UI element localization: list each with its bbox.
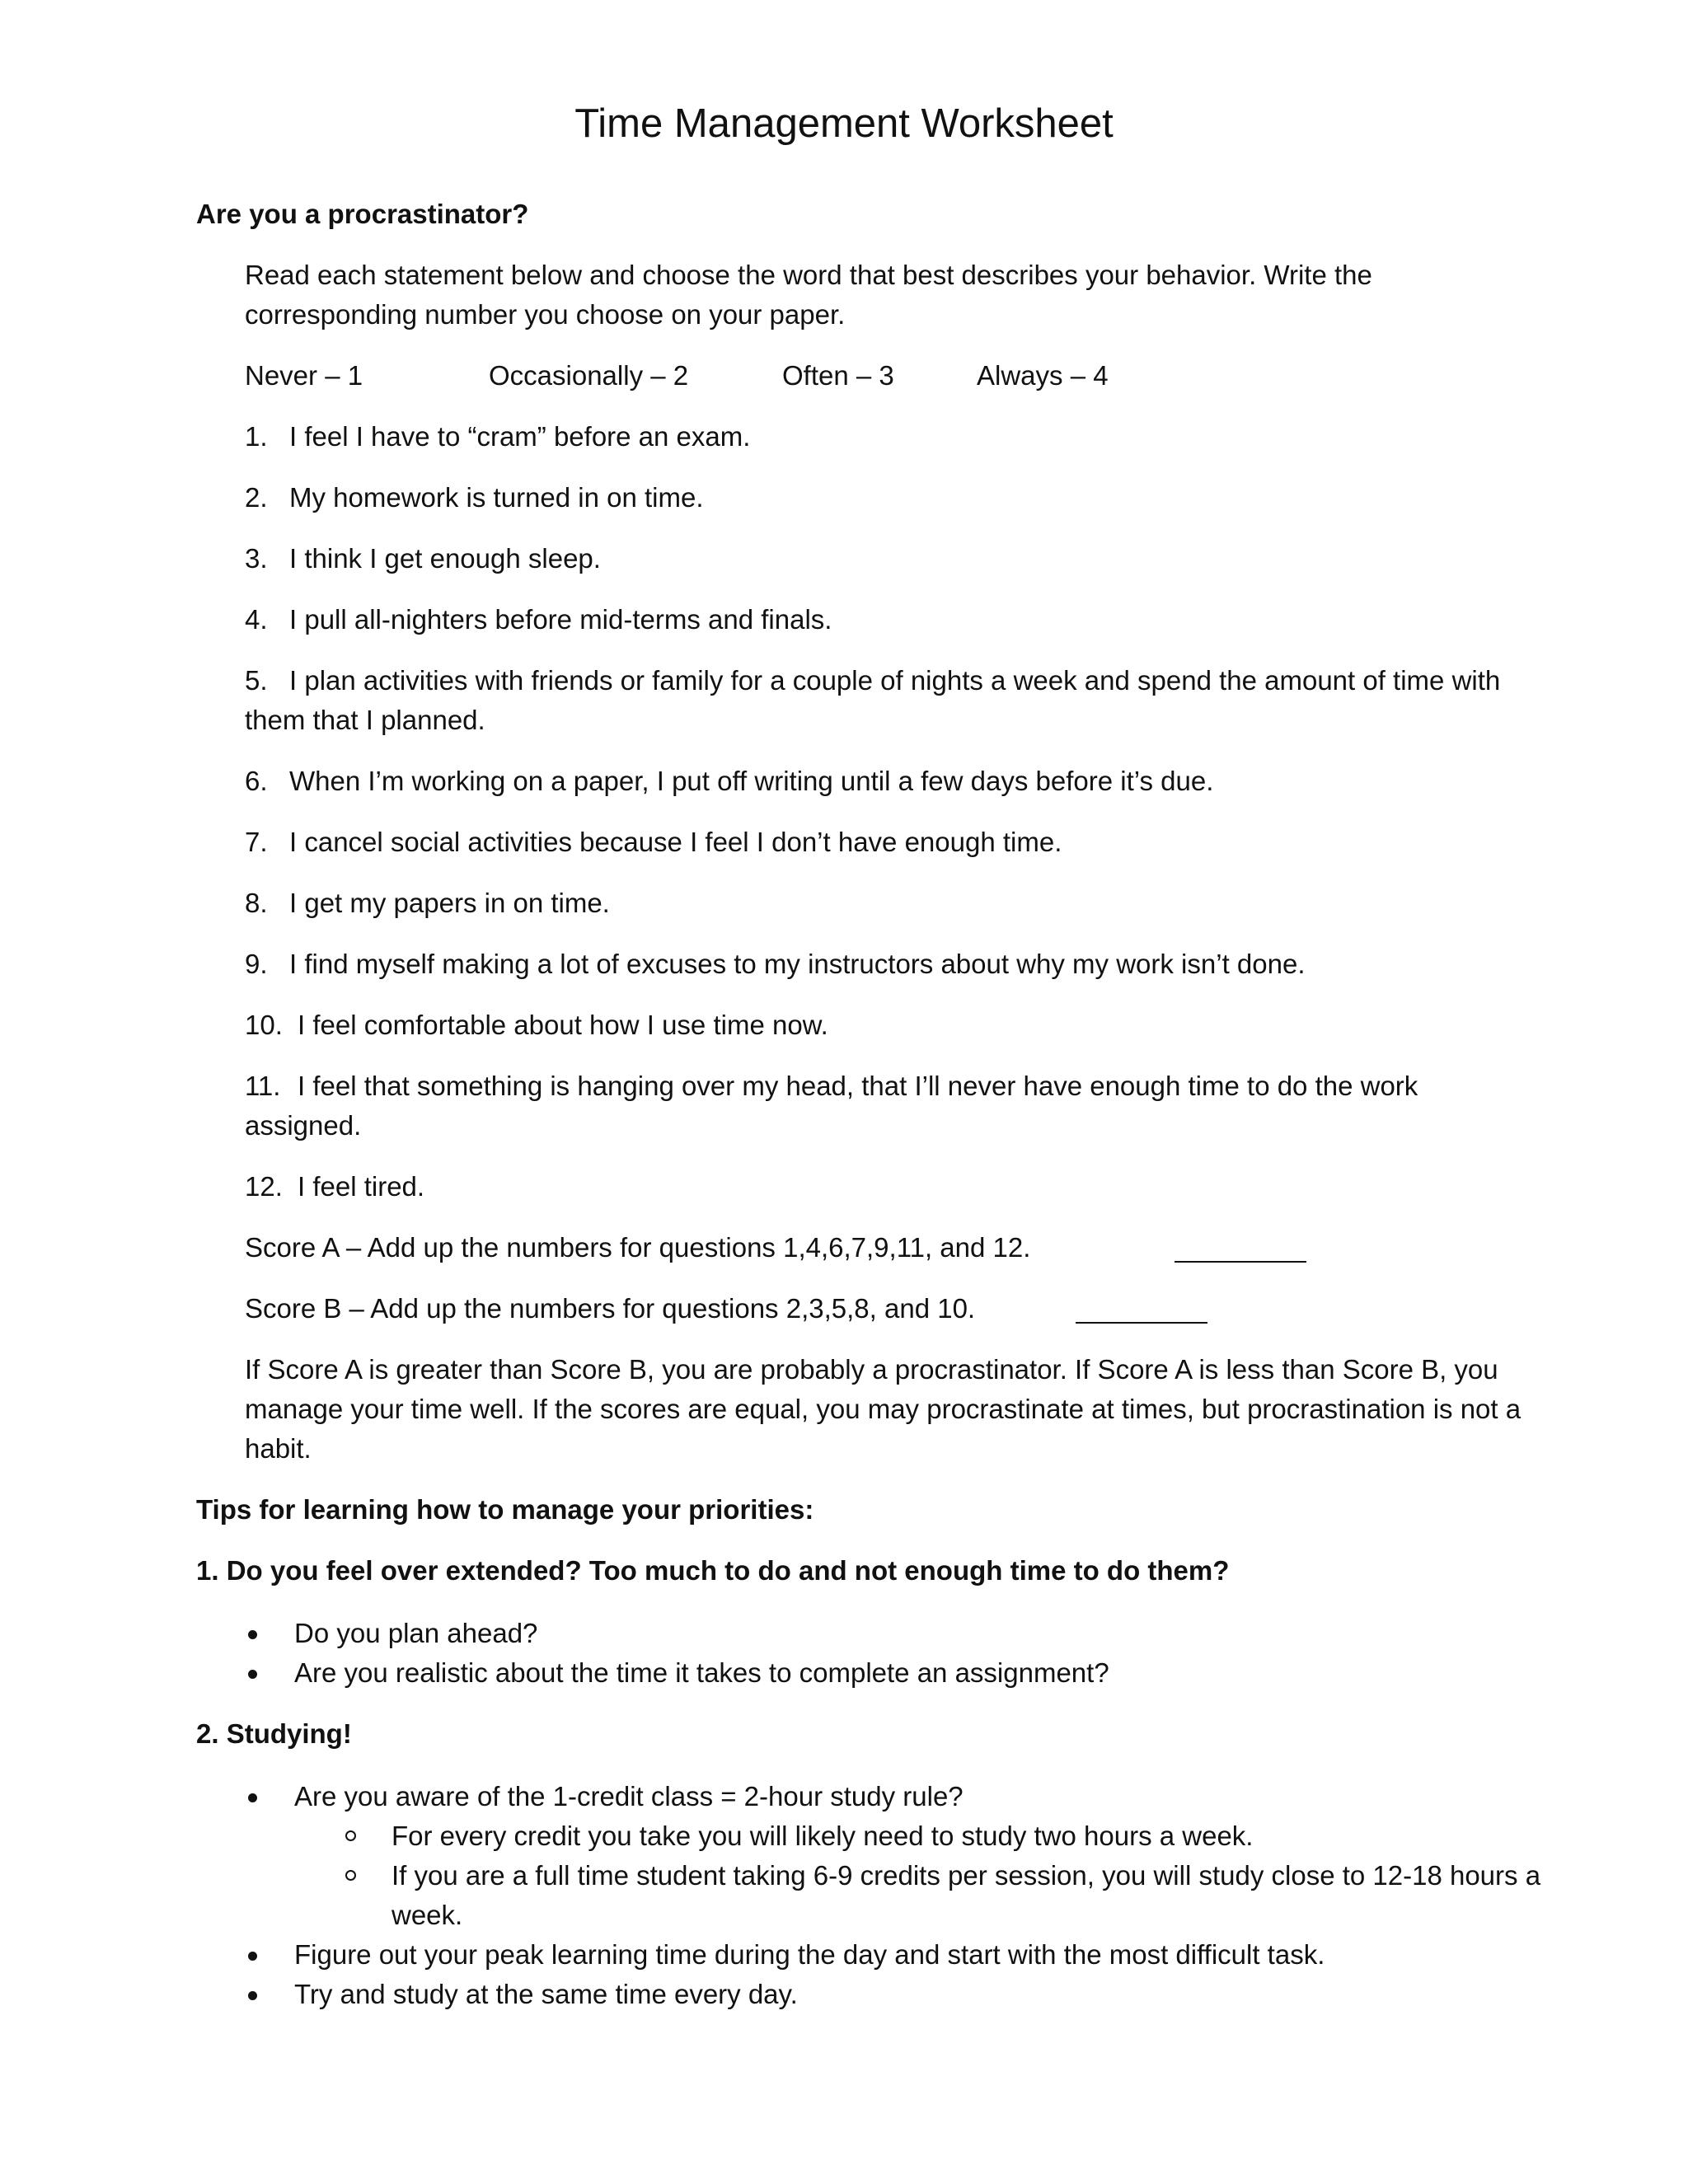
question-item <box>245 762 1547 801</box>
scale-always: Always – 4 <box>977 360 1109 391</box>
score-a-instruction: Score A – Add up the numbers for questions 1,4,6,7,9,11, and 12. <box>245 1232 1031 1263</box>
question-item <box>245 600 1547 640</box>
question-number: 3. <box>245 543 268 574</box>
question-item <box>245 478 1547 518</box>
question-item <box>245 539 1547 579</box>
interpretation-text: If Score A is greater than Score B, you are probably a procrastinator. If Score A is less than Score B, you manage your time well. If the scores are equal, you may procrastinate at times, but procrastination is not a habit. <box>245 1354 1522 1464</box>
bullet-icon <box>248 1991 257 2000</box>
page-title: Time Management Worksheet <box>574 101 1114 146</box>
bullet-text: Do you plan ahead? <box>294 1618 538 1648</box>
bullet-text: Figure out your peak learning time during the day and start with the most difficult task. <box>294 1939 1325 1970</box>
bullet-text: Are you aware of the 1-credit class = 2-hour study rule? <box>294 1781 964 1811</box>
question-number: 12. <box>245 1171 283 1202</box>
question-item <box>245 883 1547 923</box>
bullet-text: Try and study at the same time every day. <box>294 1979 798 2009</box>
tip1-heading: 1. Do you feel over extended? Too much to do and not enough time to do them? <box>196 1555 1230 1586</box>
question-number: 11. <box>245 1071 281 1101</box>
sub-list-item <box>342 1856 1545 1935</box>
question-item <box>245 1066 1481 1146</box>
question-number: 5. <box>245 665 268 696</box>
scale-never: Never – 1 <box>245 360 363 391</box>
question-text: I plan activities with friends or family for a couple of nights a week and spend the amount of time with them that I planned. <box>245 665 1501 735</box>
question-number: 8. <box>245 888 268 918</box>
score-b-instruction: Score B – Add up the numbers for questions 2,3,5,8, and 10. <box>245 1293 976 1324</box>
score-b-blank[interactable] <box>1076 1322 1207 1324</box>
instructions-text: Read each statement below and choose the word that best describes your behavior. Write the corresponding number you choose on your paper. <box>245 260 1372 330</box>
scale-occasionally: Occasionally – 2 <box>489 360 689 391</box>
question-text: I pull all-nighters before mid-terms and finals. <box>289 604 832 635</box>
question-item <box>245 823 1547 862</box>
tips-heading: Tips for learning how to manage your priorities: <box>196 1494 814 1525</box>
sub-bullet-text: If you are a full time student taking 6-9 credits per session, you will study close to 12-18 hours a week. <box>392 1860 1541 1930</box>
scale-often: Often – 3 <box>782 360 894 391</box>
sub-bullet-text: For every credit you take you will likely need to study two hours a week. <box>392 1821 1254 1851</box>
question-text: I cancel social activities because I feel I don’t have enough time. <box>289 827 1062 857</box>
bullet-icon <box>248 1793 257 1802</box>
question-number: 2. <box>245 482 268 513</box>
bullet-icon <box>248 1952 257 1961</box>
question-text: I think I get enough sleep. <box>289 543 601 574</box>
question-item <box>245 944 1547 984</box>
tip2-heading: 2. Studying! <box>196 1718 352 1749</box>
question-text: My homework is turned in on time. <box>289 482 704 513</box>
question-text: I find myself making a lot of excuses to my instructors about why my work isn’t done. <box>289 949 1306 979</box>
question-item <box>245 1167 1547 1207</box>
question-item <box>245 1005 1547 1045</box>
bullet-text: Are you realistic about the time it takes to complete an assignment? <box>294 1657 1109 1688</box>
question-number: 7. <box>245 827 268 857</box>
hollow-bullet-icon <box>345 1830 356 1841</box>
bullet-icon <box>248 1670 257 1679</box>
question-number: 1. <box>245 421 268 452</box>
question-number: 10. <box>245 1010 283 1040</box>
rating-scale <box>245 356 1234 396</box>
question-number: 4. <box>245 604 268 635</box>
question-number: 9. <box>245 949 268 979</box>
question-item <box>245 417 1547 457</box>
question-number: 6. <box>245 766 268 796</box>
question-text: I get my papers in on time. <box>289 888 610 918</box>
bullet-icon <box>248 1630 257 1639</box>
question-item <box>245 661 1547 740</box>
question-text: I feel I have to “cram” before an exam. <box>289 421 751 452</box>
question-text: When I’m working on a paper, I put off writing until a few days before it’s due. <box>289 766 1214 796</box>
section-heading-procrastinator: Are you a procrastinator? <box>196 199 529 229</box>
hollow-bullet-icon <box>345 1870 356 1881</box>
question-text: I feel that something is hanging over my head, that I’ll never have enough time to do the work assigned. <box>245 1071 1418 1141</box>
sub-list-item <box>342 1816 1545 1856</box>
question-text: I feel comfortable about how I use time now. <box>298 1010 828 1040</box>
question-text: I feel tired. <box>298 1171 425 1202</box>
score-a-blank[interactable] <box>1175 1261 1306 1263</box>
